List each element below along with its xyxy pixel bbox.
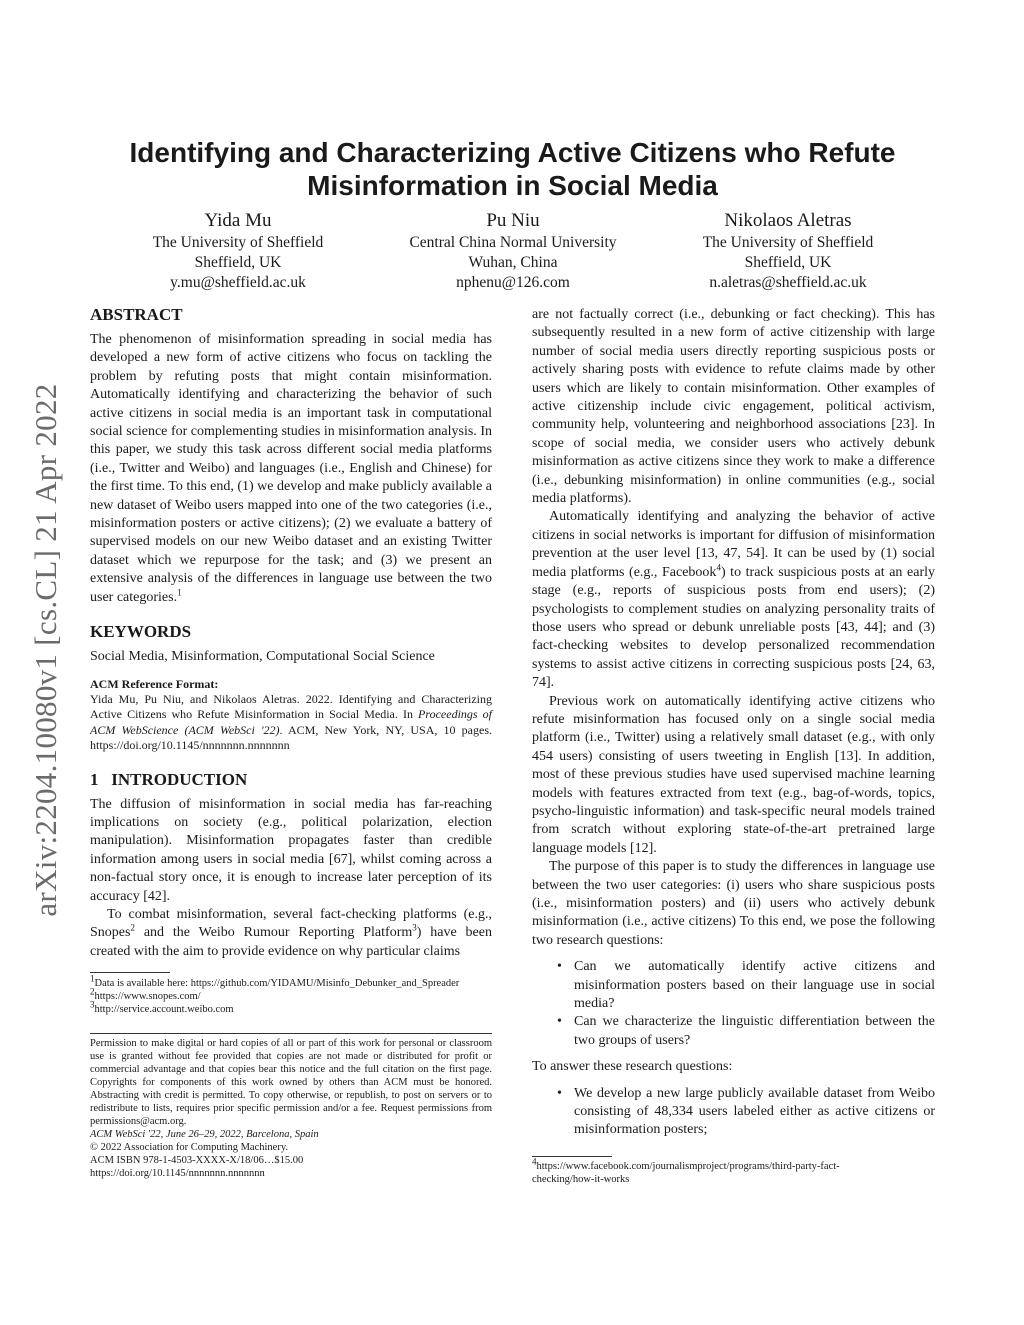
author-email: nphenu@126.com bbox=[456, 274, 570, 291]
list-item: • We develop a new large publicly available dataset from Weibo consisting of 48,334 users labeled either as active citizens or misinformation posters; bbox=[532, 1085, 935, 1140]
author-block-3 bbox=[648, 209, 928, 293]
footnote-2: $^2$https://www.snopes.com/ bbox=[90, 986, 201, 1002]
footnote-mark: 1 bbox=[177, 587, 182, 598]
contributions-list bbox=[532, 1085, 935, 1140]
title-line-1: Identifying and Characterizing Active Citizens who Refute bbox=[129, 137, 896, 168]
list-item: • Can we automatically identify active citizens and misinformation posters based on their language use in social media? bbox=[532, 958, 935, 1013]
author-location: Sheffield, UK bbox=[194, 254, 282, 271]
copyright-line: © 2022 Association for Computing Machinery. bbox=[90, 1142, 289, 1153]
permission-block bbox=[90, 1037, 492, 1180]
right-paragraph-1: are not factually correct (i.e., debunking or fact checking). This has subsequently resulted in a new form of active citizenship with large number of social media users directly reporting suspicious posts or actively sharing posts with evidence to refute claims made by other users which are likely to contain misinformation. Other examples of active citizenship include civic engagement, political activism, community help, volunteering and neighborhood associations [23]. In scope of social media, we consider users who actively debunk misinformation as active citizens since they work to make a difference (i.e., debunking misinformation) in online communities (e.g., social media platforms). bbox=[532, 307, 935, 507]
permission-rule bbox=[90, 1033, 492, 1034]
abstract-heading: ABSTRACT bbox=[90, 305, 183, 324]
abstract-text: The phenomenon of misinformation spreading in social media has developed a new form of active citizens who focus on tackling the problem by refuting posts that might contain misinformation. Automatically identifying and characterizing the behavior of such active citizens in social media is an important task in computational social science for complementing studies in misinformation analysis. In this paper, we study this task across different social media platforms (i.e., Twitter and Weibo) and languages (i.e., English and Chinese) for the first time. To this end, (1) we develop and make publicly available a new dataset of Weibo users mapped into one of the two categories (i.e., misinformation posters or active citizens); (2) we evaluate a battery of supervised models on our new Weibo dataset and an existing Twitter dataset which we repurpose for the task; and (3) we present an extensive analysis of the differences in language use between the two user categories.$^1$ bbox=[90, 332, 492, 605]
list-item: • Can we characterize the linguistic differentiation between the two groups of users? bbox=[532, 1013, 935, 1050]
author-location: Sheffield, UK bbox=[744, 254, 832, 271]
right-column bbox=[532, 306, 935, 1140]
right-paragraph-3: Previous work on automatically identifying active citizens who refute misinformation has focused only on a single social media platform (i.e., Twitter) using a relatively small dataset (e.g., with only 454 users) consisting of users tweeting in English [13]. In addition, most of these previous studies have used supervised machine learning models with features extracted from text (e.g., bag-of-words, topics, psycho-linguistic information) and task-specific neural models trained from scratch without exploring state-of-the-art pretrained large language models [12]. bbox=[532, 693, 935, 856]
author-affiliation: The University of Sheffield bbox=[152, 234, 324, 251]
isbn-line: ACM ISBN 978-1-4503-XXXX-X/18/06…$15.00 bbox=[90, 1155, 304, 1166]
keywords-text: Social Media, Misinformation, Computational Social Science bbox=[90, 649, 435, 665]
author-affiliation: Central China Normal University bbox=[409, 234, 617, 251]
intro-paragraph-2: To combat misinformation, several fact-checking platforms (e.g., Snopes$^2$ and the Weibo Rumour Reporting Platform$^3$) have been created with the aim to provide evidence on why particular claims bbox=[90, 906, 492, 959]
footnote-4: $^4$https://www.facebook.com/journalismproject/programs/third-party-fact-checking/how-it-works bbox=[532, 1156, 840, 1185]
footnote-3: $^3$http://service.account.weibo.com bbox=[90, 999, 234, 1015]
acm-reference-heading: ACM Reference Format: bbox=[90, 676, 219, 691]
intro-paragraph-1: The diffusion of misinformation in social media has far-reaching implications on society (e.g., political polarization, election manipulation). Misinformation propagates faster than credible information among users in social media [67], whilst coming across a non-factual story once, it is enough to increase later perception of its accuracy [42]. bbox=[90, 796, 492, 904]
footnote-1: $^1$Data is available here: https://github.com/YIDAMU/Misinfo_Debunker_and_Spreader bbox=[90, 973, 460, 989]
author-email: y.mu@sheffield.ac.uk bbox=[170, 274, 306, 291]
author-location: Wuhan, China bbox=[468, 254, 558, 271]
author-affiliation: The University of Sheffield bbox=[702, 234, 874, 251]
permission-text: Permission to make digital or hard copies of all or part of this work for personal or classroom use is granted without fee provided that copies are not made or distributed for profit or commercial advantage and that copies bear this notice and the full citation on the first page. Copyrights for components of this work owned by others than ACM must be honored. Abstracting with credit is permitted. To copy otherwise, or republish, to post on servers or to redistribute to lists, requires prior specific permission and/or a fee. Request permissions from permissions@acm.org. bbox=[90, 1038, 492, 1127]
research-questions-list bbox=[532, 958, 935, 1050]
footnote-rule-right bbox=[532, 1156, 612, 1157]
author-name: Yida Mu bbox=[204, 210, 272, 231]
section-heading-introduction: 1 INTRODUCTION bbox=[90, 769, 248, 789]
title-line-2: Misinformation in Social Media bbox=[307, 170, 718, 201]
author-email: n.aletras@sheffield.ac.uk bbox=[709, 274, 867, 291]
footnotes-left bbox=[90, 973, 492, 1016]
acm-reference-text: Yida Mu, Pu Niu, and Nikolaos Aletras. 2022. Identifying and Characterizing Active Citizens who Refute Misinformation in Social Media. In Proceedings of ACM WebScience (ACM WebSci '22). ACM, New York, NY, USA, 10 pages. https://doi.org/10.1145/nnnnnnn.nnnnnnn bbox=[90, 691, 493, 752]
arxiv-id: arXiv:2204.10080v1 [cs.CL] 21 Apr 2022 bbox=[28, 383, 63, 917]
paper-title bbox=[90, 136, 935, 202]
left-column bbox=[90, 305, 492, 961]
author-block-2 bbox=[373, 209, 653, 293]
conference-info: ACM WebSci '22, June 26–29, 2022, Barcelona, Spain bbox=[90, 1129, 319, 1140]
answer-intro: To answer these research questions: bbox=[532, 1059, 733, 1075]
right-paragraph-2: Automatically identifying and analyzing the behavior of active citizens in social networks is important for diffusion of misinformation prevention at the user level [13, 47, 54]. It can be used by (1) social media platforms (e.g., Facebook$^4$) to track suspicious posts at an early stage (e.g., reports of suspicious posts from end users); (2) psychologists to complement studies on analyzing personality traits of those users who spread or debunk unreliable posts [43, 44]; and (3) fact-checking websites to develop personalized recommendation systems to assist active citizens in correcting suspicious posts [24, 63, 74]. bbox=[532, 509, 936, 691]
right-paragraph-4: The purpose of this paper is to study the differences in language use between the two user categories: (i) users who share suspicious posts (i.e., misinformation posters) and (ii) users who actively debunk misinformation (i.e., active citizens) To this end, we pose the following two research questions: bbox=[532, 859, 935, 948]
keywords-heading: KEYWORDS bbox=[90, 622, 192, 642]
author-block-1 bbox=[98, 209, 378, 293]
arxiv-stamp bbox=[18, 355, 74, 945]
footnote-rule bbox=[90, 972, 170, 973]
author-name: Pu Niu bbox=[486, 210, 540, 231]
doi-line: https://doi.org/10.1145/nnnnnnn.nnnnnnn bbox=[90, 1168, 265, 1179]
author-name: Nikolaos Aletras bbox=[724, 210, 852, 231]
